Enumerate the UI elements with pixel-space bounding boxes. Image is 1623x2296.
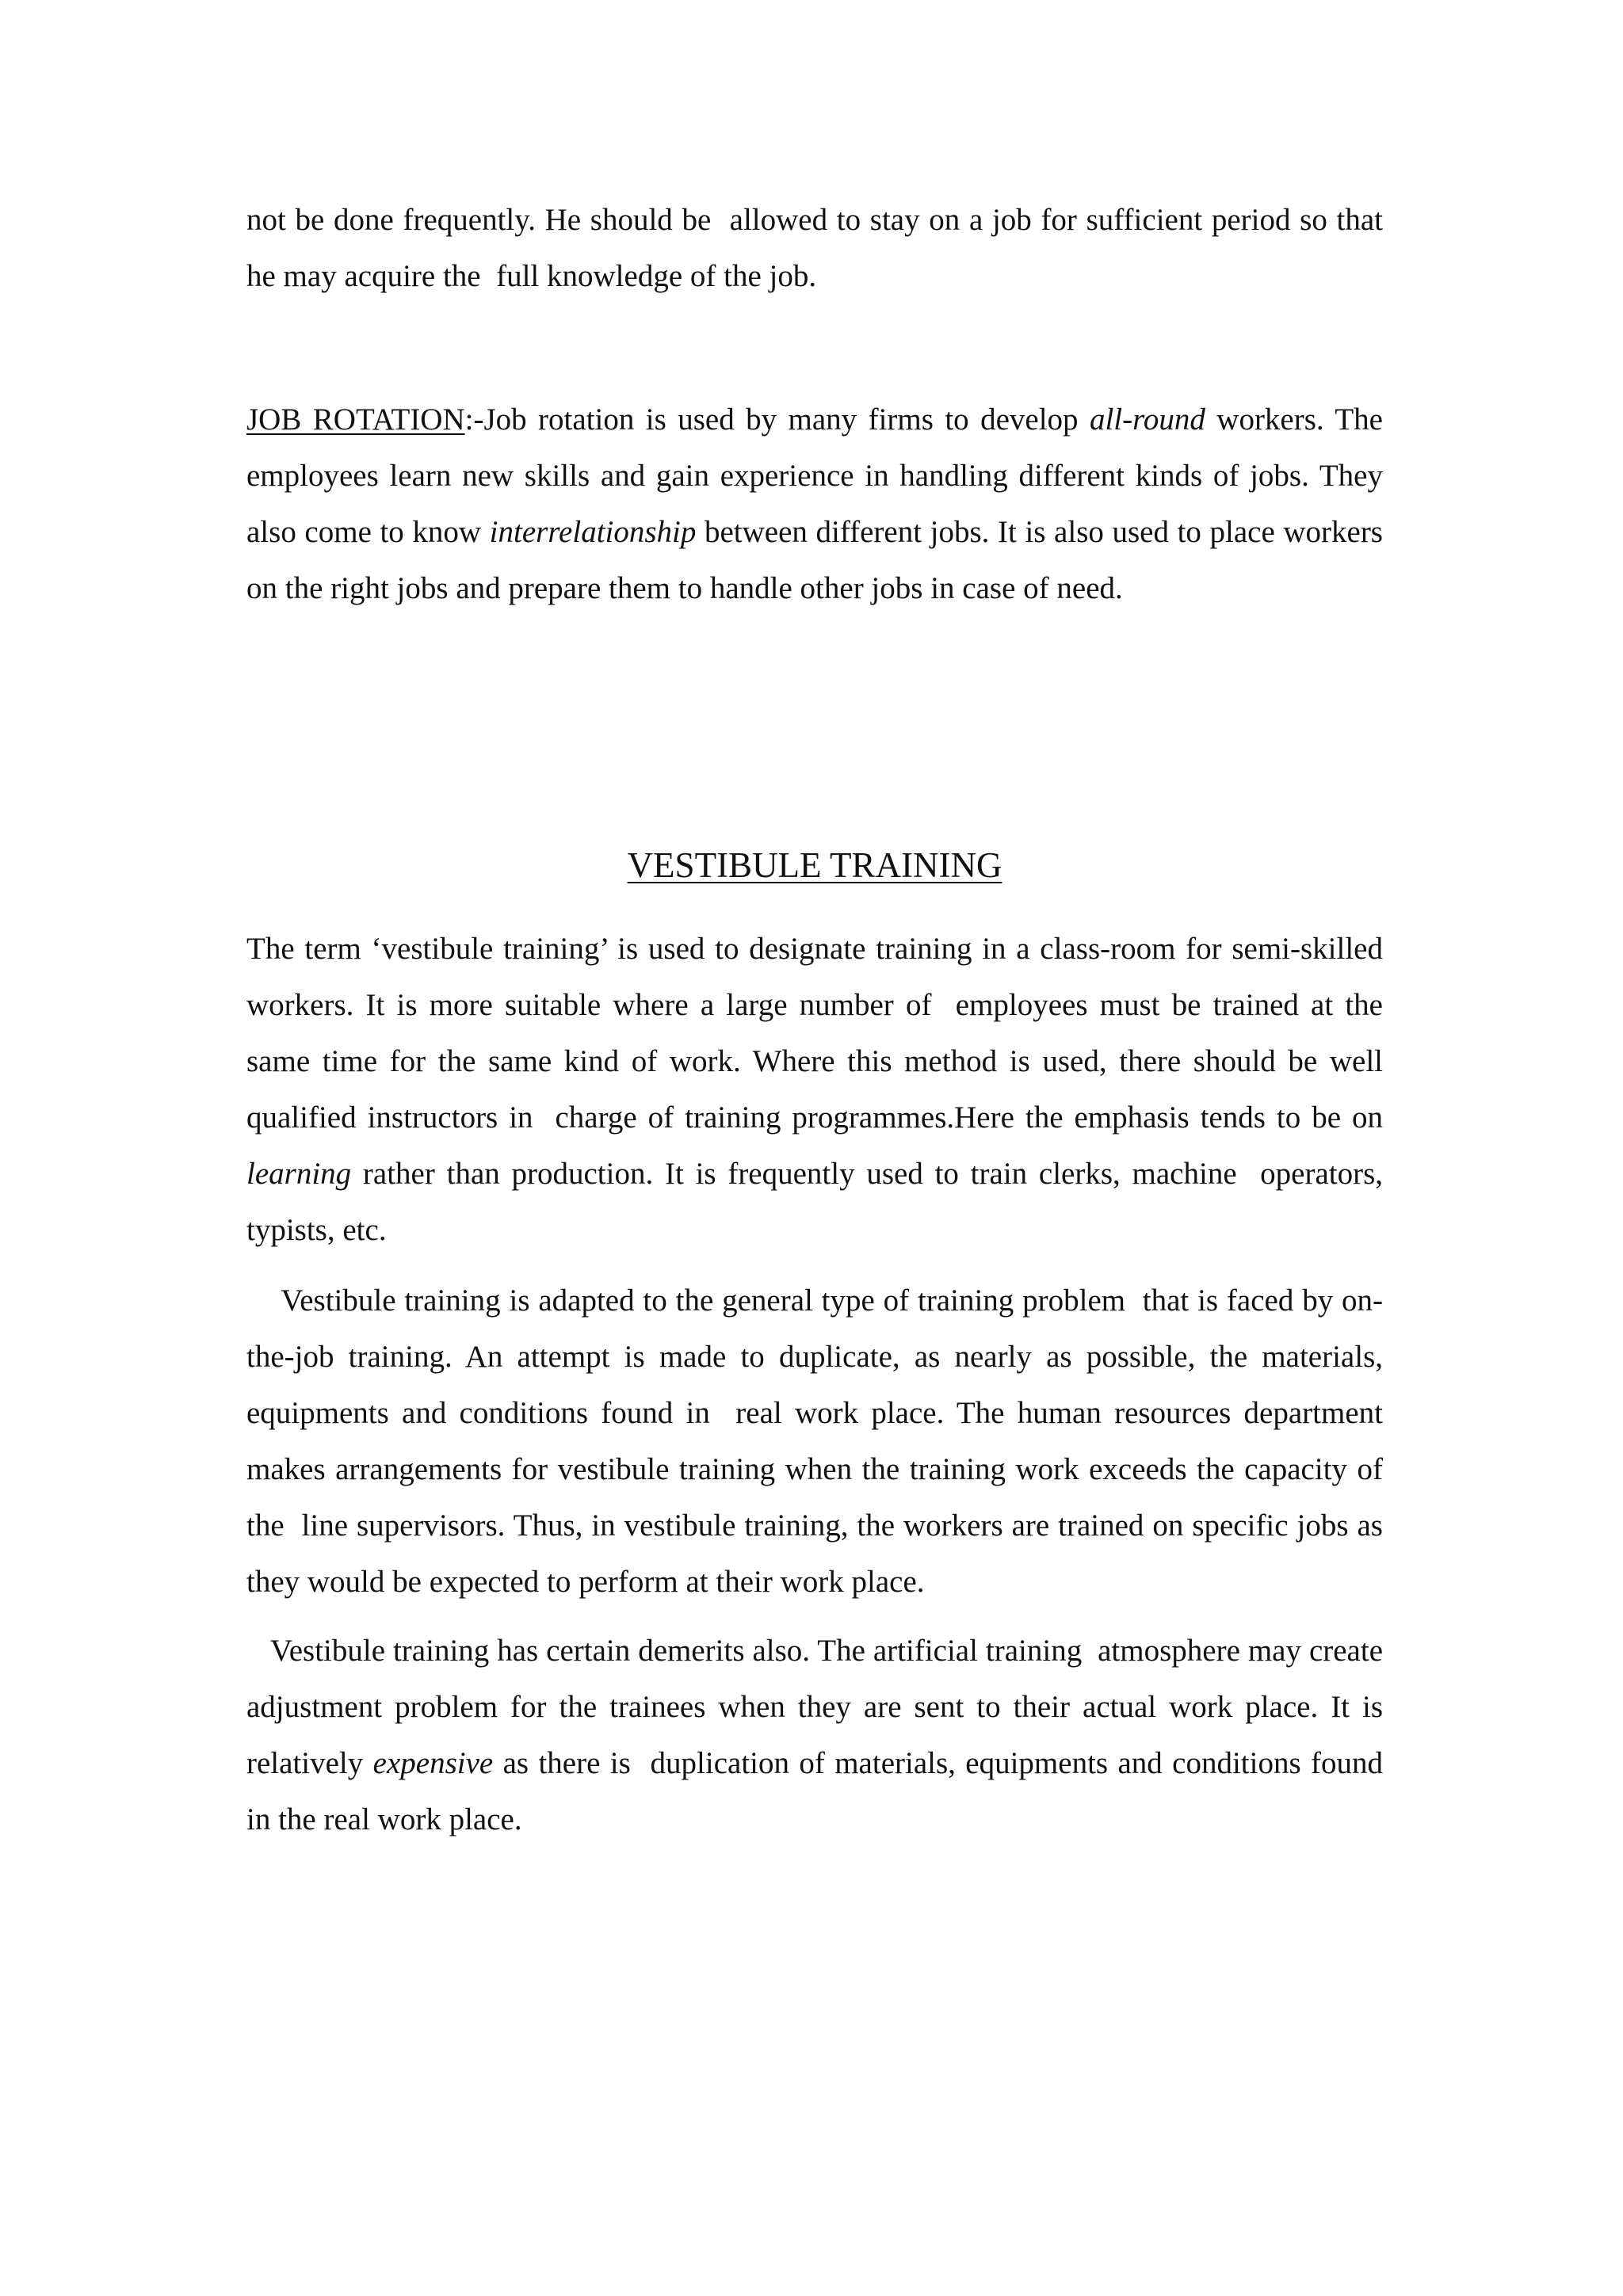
job-rotation-text-3: between different jobs. It is also used to place workers on the right jobs and prepare them to handle other jobs in case of need. — [246, 515, 1391, 605]
vestibule-p1-italic-learning: learning — [246, 1157, 352, 1191]
job-rotation-italic-interrelationship: interrelationship — [489, 515, 697, 549]
vestibule-p1-text-1: The term ‘vestibule training’ is used to designate training in a class-room for semi-skilled workers. It is more suitable where a large number of employees must be trained at the same time for the same kind of work. Where this method is used, there should be well qualified instructors in charge of training programmes.Here the emphasis tends to be on — [246, 932, 1391, 1135]
vestibule-paragraph-1 — [246, 921, 1391, 1258]
job-rotation-text-1: :-Job rotation is used by many firms to develop — [464, 402, 1090, 437]
continuation-paragraph: not be done frequently. He should be allowed to stay on a job for sufficient period so that he may acquire the full knowledge of the job. — [246, 203, 1391, 293]
vestibule-paragraph-3 — [246, 1623, 1391, 1848]
job-rotation-text-2: workers. The employees learn new skills and gain experience in handling different kinds of jobs. They also come to know — [246, 402, 1391, 549]
vestibule-p1-text-2: rather than production. It is frequently used to train clerks, machine operators, typists, etc. — [246, 1157, 1391, 1247]
vestibule-training-heading: VESTIBULE TRAINING — [627, 845, 1002, 885]
job-rotation-paragraph — [246, 391, 1391, 616]
job-rotation-label: JOB ROTATION — [246, 402, 465, 437]
vestibule-p3-text-2: as there is duplication of materials, equipments and conditions found in the real work place. — [246, 1746, 1391, 1836]
vestibule-p3-text-1: Vestibule training has certain demerits also. The artificial training atmosphere may create adjustment problem for the trainees when they are sent to their actual work place. It is relatively — [246, 1634, 1391, 1780]
vestibule-p3-italic-expensive: expensive — [372, 1746, 494, 1780]
vestibule-paragraph-2: Vestibule training is adapted to the general type of training problem that is faced by on-the-job training. An attempt is made to duplicate, as nearly as possible, the materials, equipments and conditions found in real work place. The human resources department makes arrangements for vestibule training when the training work exceeds the capacity of the line supervisors. Thus, in vestibule training, the workers are trained on specific jobs as they would be expected to perform at their work place. — [246, 1283, 1391, 1599]
job-rotation-italic-all-round: all-round — [1089, 402, 1205, 437]
